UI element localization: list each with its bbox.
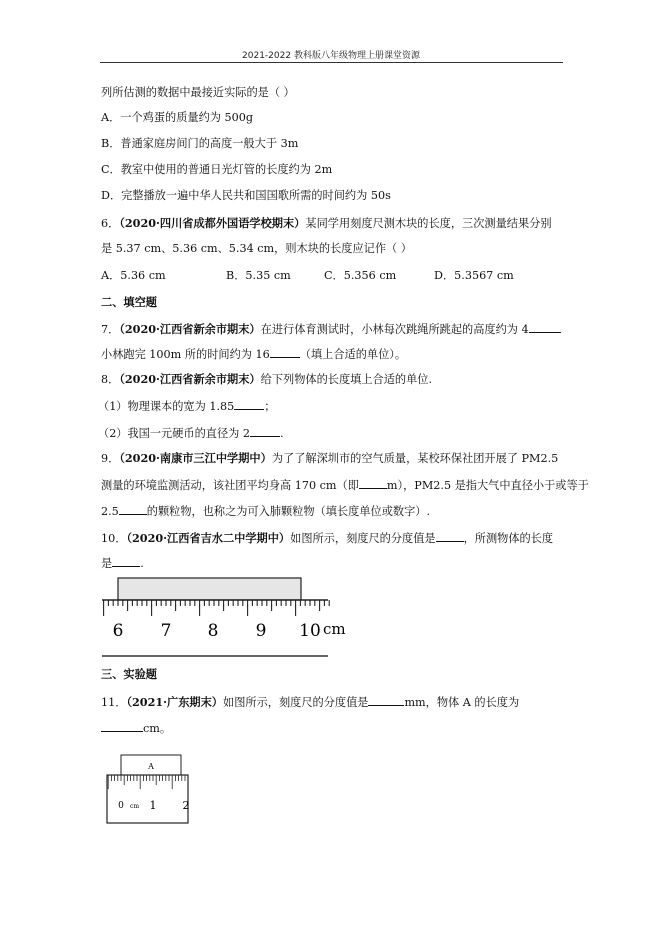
q9-source: （2020·南康市三江中学期中） xyxy=(119,451,272,465)
q5-stem: 列所估测的数据中最接近实际的是（ ） xyxy=(101,86,295,99)
q11-stem1b: mm，物体 A 的长度为 xyxy=(404,696,520,709)
q5-option-b: B．普通家庭房间门的高度一般大于 3m xyxy=(101,137,299,150)
q11-source: （2021·广东期末） xyxy=(126,695,223,709)
q6-stem1: 某同学用刻度尺测木块的长度，三次测量结果分别 xyxy=(305,217,552,230)
q10-tick-label-8: 8 xyxy=(207,621,219,641)
q10-tick-label-7: 7 xyxy=(160,621,172,641)
q8-item2-text: （2）我国一元硬币的直径为 2 xyxy=(98,427,251,440)
q8-item1-end: ； xyxy=(264,400,276,413)
section-experiment-title: 三、实验题 xyxy=(101,667,157,681)
q6-option-a: A．5.36 cm xyxy=(101,269,166,282)
q8-stem: 给下列物体的长度填上合适的单位. xyxy=(260,373,432,386)
q8-source: （2020·江西省新余市期末） xyxy=(119,372,261,386)
q7-stem1: 在进行体育测试时，小林每次跳绳所跳起的高度约为 4 xyxy=(260,323,529,336)
page-header: 2021-2022 教科版八年级物理上册课堂资源 xyxy=(242,51,420,61)
q6-source: （2020·四川省成都外国语学校期末） xyxy=(119,216,306,230)
q8-number: 8． xyxy=(101,373,120,386)
q11-number: 11． xyxy=(101,696,127,709)
q6-option-c: C．5.356 cm xyxy=(324,269,397,282)
q11-stem1a: 如图所示，刻度尺的分度值是 xyxy=(223,696,369,709)
q9-stem2a: 测量的环境监测活动，该社团平均身高 170 cm（即 xyxy=(101,479,359,492)
q6-number: 6． xyxy=(101,217,120,230)
q10-stem2b: . xyxy=(140,557,144,570)
q11-unit-label: cm xyxy=(130,803,140,810)
q5-option-a: A．一个鸡蛋的质量约为 500g xyxy=(101,111,254,124)
q5-option-c: C．教室中使用的普通日光灯管的长度约为 2m xyxy=(101,163,333,176)
q10-unit-label: cm xyxy=(323,620,346,638)
q10-tick-label-10: 10 xyxy=(299,621,321,641)
q6-option-b: B．5.35 cm xyxy=(226,269,291,282)
q10-stem1a: 如图所示，刻度尺的分度值是 xyxy=(290,532,436,545)
q11-stem2: cm。 xyxy=(143,722,172,735)
q8-item2-end: . xyxy=(280,427,284,440)
q10-stem2a: 是 xyxy=(101,557,113,570)
section-fill-in-title: 二、填空题 xyxy=(101,295,157,309)
q10-number: 10． xyxy=(101,532,127,545)
q11-tick-label-1: 1 xyxy=(149,799,157,812)
q6-stem2: 是 5.37 cm、5.36 cm、5.34 cm，则木块的长度应记作（ ） xyxy=(101,242,412,255)
q9-stem1: 为了了解深圳市的空气质量，某校环保社团开展了 PM2.5 xyxy=(271,452,559,465)
q6-option-d: D．5.3567 cm xyxy=(434,269,514,282)
q9-stem2b: m），PM2.5 是指大气中直径小于或等于 xyxy=(386,479,589,492)
q10-tick-label-6: 6 xyxy=(112,621,124,641)
q7-stem2b: （填上合适的单位）。 xyxy=(299,348,407,361)
q11-ruler-body xyxy=(107,775,188,823)
q9-stem3b: 的颗粒物，也称之为可入肺颗粒物（填长度单位或数字）. xyxy=(146,505,431,518)
q11-tick-label-0: 0 xyxy=(118,801,124,811)
q9-stem3a: 2.5 xyxy=(101,505,119,518)
q10-source: （2020·江西省吉水二中学期中） xyxy=(126,531,291,545)
q5-option-d: D．完整播放一遍中华人民共和国国歌所需的时间约为 50s xyxy=(101,189,391,202)
q7-number: 7． xyxy=(101,323,120,336)
q10-stem1b: ，所测物体的长度 xyxy=(463,532,554,545)
q10-tick-label-9: 9 xyxy=(255,621,267,641)
q8-item1-text: （1）物理课本的宽为 1.85 xyxy=(98,400,235,413)
q9-number: 9． xyxy=(101,452,120,465)
q11-tick-label-2: 2 xyxy=(182,799,190,812)
q7-source: （2020·江西省新余市期末） xyxy=(119,322,261,336)
q7-stem2a: 小林跑完 100m 所的时间约为 16 xyxy=(101,348,270,361)
q11-object-a-label: A xyxy=(148,762,154,771)
